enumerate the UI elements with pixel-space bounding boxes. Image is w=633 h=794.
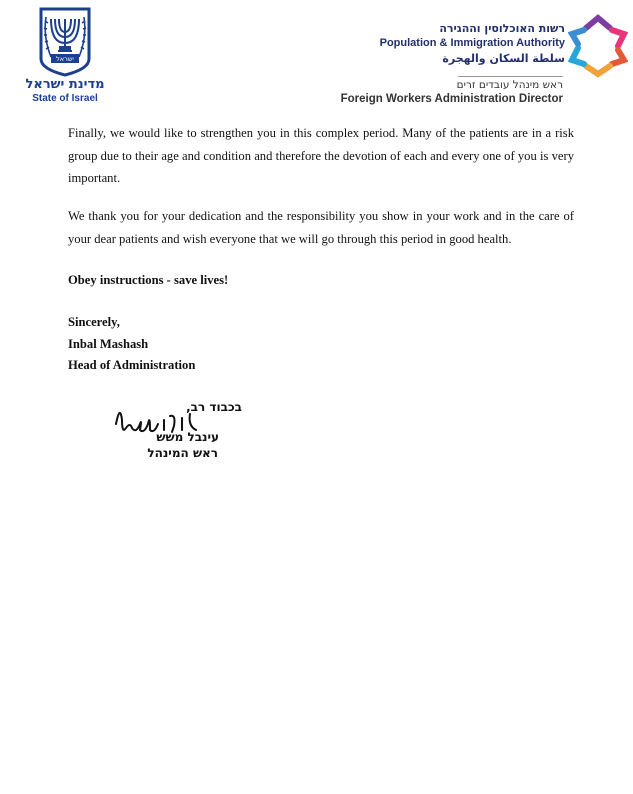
director-title-block (341, 78, 563, 107)
signature-closing-hebrew: בכבוד רב, (186, 400, 242, 414)
state-name-english: State of Israel (32, 93, 98, 104)
authority-star-logo-icon (568, 14, 628, 78)
closing-salutation: Sincerely, (68, 315, 120, 329)
closing-block (68, 312, 195, 377)
signer-name: Inbal Mashash (68, 336, 149, 351)
authority-name-block (380, 22, 565, 66)
signature-name-hebrew: עינבל משש (156, 430, 219, 444)
body-paragraph-1: Finally, we would like to strengthen you in this complex period. Many of the patients are in a risk group due to their age and condition and therefore the devotion of each and every one of you is very important. (68, 126, 574, 185)
state-name-hebrew: מדינת ישראל (25, 77, 105, 92)
signature-title-hebrew: ראש המינהל (147, 446, 218, 460)
emblem-scroll-text: ישראל (56, 55, 74, 63)
header-divider (458, 76, 563, 77)
authority-name-english: Population & Immigration Authority (379, 37, 565, 49)
signer-title: Head of Administration (68, 358, 196, 372)
signature-block (110, 400, 270, 465)
director-title-english: Foreign Workers Administration Director (340, 93, 563, 105)
director-title-hebrew: ראש מינהל עובדים זרים (456, 79, 563, 91)
state-emblem-icon (37, 7, 93, 77)
authority-name-arabic: سلطة السكان والهجرة (442, 52, 565, 65)
body-paragraph-2: We thank you for your dedication and the responsibility you show in your work and in the care of your dear patients and wish everyone that we will go through this period in good health. (68, 209, 574, 246)
authority-name-hebrew: רשות האוכלוסין וההגירה (439, 22, 565, 35)
slogan: Obey instructions - save lives! (68, 273, 229, 287)
